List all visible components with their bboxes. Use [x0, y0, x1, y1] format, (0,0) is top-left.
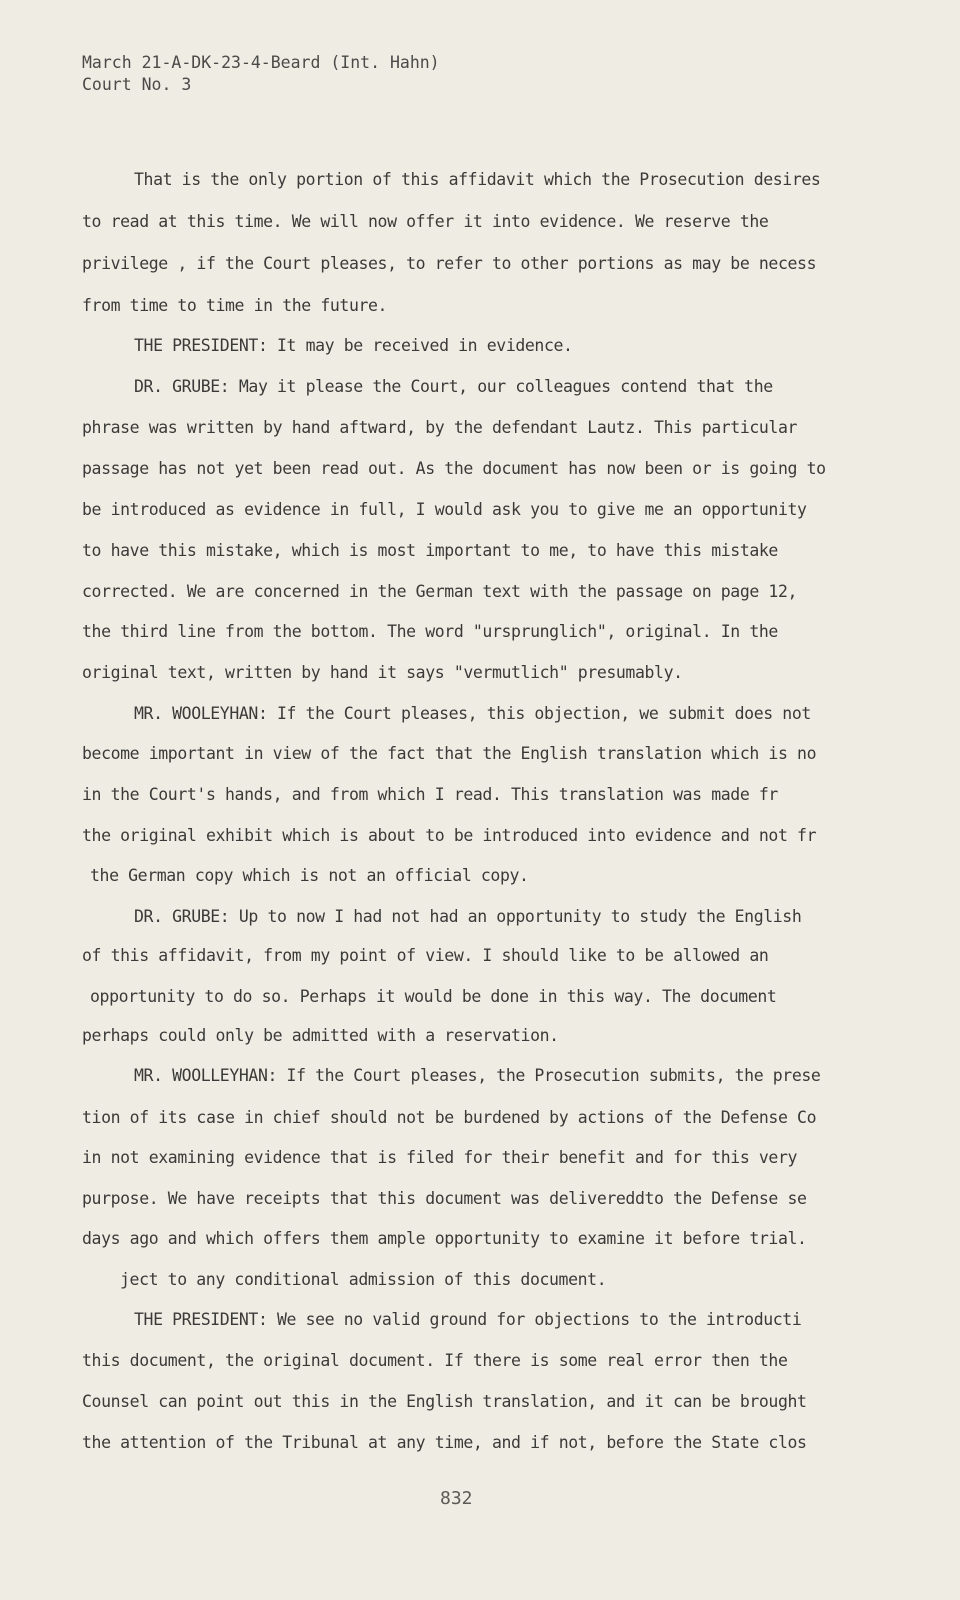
text-line: the original exhibit which is about to be introduced into evidence and not fr [82, 826, 817, 845]
text-line: perhaps could only be admitted with a reservation. [82, 1026, 559, 1045]
text-line: in not examining evidence that is filed for their benefit and for this very [82, 1148, 798, 1167]
text-line: THE PRESIDENT: We see no valid ground for objections to the introducti [134, 1310, 802, 1329]
text-line: become important in view of the fact that the English translation which is no [82, 744, 817, 763]
text-line: corrected. We are concerned in the German text with the passage on page 12, [82, 582, 798, 601]
text-line: opportunity to do so. Perhaps it would be done in this way. The document [90, 987, 777, 1006]
text-line: original text, written by hand it says "vermutlich" presumably. [82, 663, 683, 682]
text-line: passage has not yet been read out. As the document has now been or is going to [82, 459, 826, 478]
text-line: days ago and which offers them ample opportunity to examine it before trial. [82, 1229, 807, 1248]
text-line: the attention of the Tribunal at any time, and if not, before the State clos [82, 1433, 807, 1452]
text-line: MR. WOOLEYHAN: If the Court pleases, this objection, we submit does not [134, 704, 811, 723]
text-line: from time to time in the future. [82, 296, 388, 315]
header-reference: March 21-A-DK-23-4-Beard (Int. Hahn) [82, 53, 440, 72]
text-line: to have this mistake, which is most important to me, to have this mistake [82, 541, 778, 560]
text-line: be introduced as evidence in full, I would ask you to give me an opportunity [82, 500, 807, 519]
text-line: Counsel can point out this in the English translation, and it can be brought [82, 1392, 807, 1411]
page-number: 832 [440, 1488, 473, 1509]
text-line: in the Court's hands, and from which I read. This translation was made fr [82, 785, 778, 804]
text-line: the third line from the bottom. The word "ursprunglich", original. In the [82, 622, 778, 641]
text-line: DR. GRUBE: Up to now I had not had an opportunity to study the English [134, 907, 802, 926]
text-line: THE PRESIDENT: It may be received in evidence. [134, 336, 573, 355]
document-header [82, 52, 440, 96]
text-line: tion of its case in chief should not be burdened by actions of the Defense Co [82, 1108, 817, 1127]
header-court: Court No. 3 [82, 75, 192, 94]
text-line: to read at this time. We will now offer it into evidence. We reserve the [82, 212, 769, 231]
text-line: MR. WOOLLEYHAN: If the Court pleases, the Prosecution submits, the prese [134, 1066, 821, 1085]
text-line: privilege , if the Court pleases, to refer to other portions as may be necess [82, 254, 817, 273]
text-line: purpose. We have receipts that this document was delivereddto the Defense se [82, 1189, 807, 1208]
text-line: ject to any conditional admission of this document. [120, 1270, 607, 1289]
text-line: this document, the original document. If there is some real error then the [82, 1351, 788, 1370]
text-line: That is the only portion of this affidavit which the Prosecution desires [134, 170, 821, 189]
text-line: phrase was written by hand aftward, by the defendant Lautz. This particular [82, 418, 798, 437]
text-line: of this affidavit, from my point of view. I should like to be allowed an [82, 946, 769, 965]
text-line: the German copy which is not an official copy. [90, 866, 529, 885]
text-line: DR. GRUBE: May it please the Court, our colleagues contend that the [134, 377, 773, 396]
